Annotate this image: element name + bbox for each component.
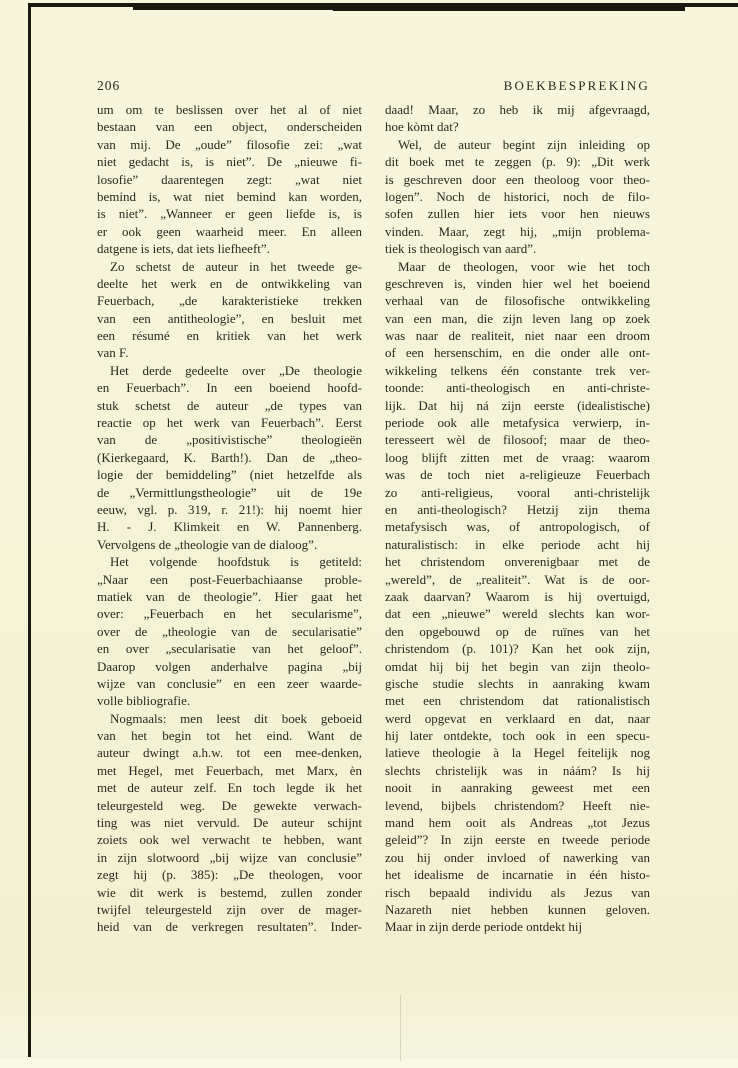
running-title: BOEKBESPREKING — [503, 78, 650, 93]
text-line: stuk schetst de auteur „de types van — [97, 397, 362, 413]
text-line: mand hem ooit als Andreas „tot Jezus — [385, 815, 650, 831]
text-line: logie der bemiddeling” (niet hetzelfde als — [97, 467, 362, 483]
text-line: het idealisme de incarnatie in één histo- — [385, 867, 650, 883]
text-line: Feuerbach, „de karakteristieke trekken — [97, 293, 362, 309]
text-columns — [97, 101, 650, 936]
text-line: niet gedacht is, is niet”. De „nieuwe fi- — [97, 154, 362, 170]
text-line: verhaal van de filosofische ontwikkeling — [385, 293, 650, 309]
scan-page-edge-bottom — [0, 1059, 738, 1068]
text-line: hoe kòmt dat? — [385, 119, 459, 135]
text-line: logen”. Noch de historici, noch de filo- — [385, 188, 650, 204]
text-line: van mij. De „oude” filosofie zei: „wat — [97, 136, 362, 152]
text-line: christendom (p. 101)? Kan het ook zijn, — [385, 641, 650, 657]
text-line: daad! Maar, zo heb ik mij afgevraagd, — [385, 102, 650, 117]
text-line: geleid”? In zijn eerste en tweede periode — [385, 832, 650, 848]
text-line: bemind is, wat niet bemind kan worden, — [97, 188, 362, 204]
text-line: er ook geen waarheid meer. En alleen — [97, 223, 362, 239]
page-number: 206 — [97, 78, 121, 93]
text-line: werd opgevat en verklaard en dat, naar — [385, 710, 650, 726]
text-line: lijk. Dat hij ná zijn eerste (idealistische) — [385, 397, 650, 413]
text-line: (Kierkegaard, K. Barth!). Dan de „theo- — [97, 449, 362, 465]
text-line: gische studie slechts in aanraking kwam — [385, 675, 650, 691]
text-line: naturalistisch: in elke periode acht hij — [385, 536, 650, 552]
text-line: toonde: anti-theologisch en anti-christe- — [385, 380, 650, 396]
text-line: over: „Feuerbach en het secularisme”, — [97, 606, 362, 622]
text-line: loog blijft zitten met de vraag: waarom — [385, 449, 650, 465]
text-line: zaak daarvan? Waarom is hij overtuigd, — [385, 588, 650, 604]
text-line: matiek van de theologie”. Hier gaat het — [97, 588, 362, 604]
text-line: twijfel teleurgesteld zijn over de mager- — [97, 901, 362, 917]
text-line: is geschreven door een theoloog voor theo- — [385, 171, 650, 187]
text-line: dit boek met te zeggen (p. 9): „Dit werk — [385, 154, 650, 170]
text-line: den opgebouwd op de ruïnes van het — [385, 623, 650, 639]
text-line: wie dit werk is bestemd, zullen zonder — [97, 884, 362, 900]
text-line: datgene is iets, dat iets liefheeft”. — [97, 241, 270, 257]
text-line: Het volgende hoofdstuk is getiteld: — [110, 554, 362, 570]
text-line: eeuw, vgl. p. 319, r. 21!): hij noemt hier — [97, 501, 362, 517]
text-line: omdat hij bij het begin van zijn theolo- — [385, 658, 650, 674]
text-line: van een man, die zijn leven lang op zoek — [385, 310, 650, 326]
text-line: en over „secularisatie van het geloof”. — [97, 641, 362, 657]
text-line: teleurgesteld weg. De gewekte verwach- — [97, 797, 362, 813]
text-line: „wereld”, de „realiteit”. Wat is de oor- — [385, 571, 650, 587]
page-header — [97, 78, 650, 94]
text-line: losofie” daarentegen zegt: „wat niet — [97, 171, 362, 187]
scan-edge-top-segment — [333, 5, 685, 11]
text-line: met een christendom dat rationalistisch — [385, 693, 650, 709]
text-line: de „Vermittlungstheologie” uit de 19e — [97, 484, 362, 500]
scan-edge-top-segment — [133, 3, 335, 10]
text-line: Zo schetst de auteur in het tweede ge- — [110, 258, 362, 274]
text-line: sofen zullen hier iets voor hen nieuws — [385, 206, 650, 222]
text-line: hij later ontdekte, toch ook in een specu- — [385, 728, 650, 744]
text-line: zou hij onder invloed of nawerking van — [385, 849, 650, 865]
text-line: in zijn slotwoord „bij wijze van conclusie” — [97, 849, 362, 865]
text-line: Vervolgens de „theologie van de dialoog”. — [97, 536, 318, 552]
text-line: is niet”. „Wanneer er geen liefde is, is — [97, 206, 362, 222]
text-line: dat een „nieuwe” wereld slechts kan wor- — [385, 606, 650, 622]
text-line: deelte het werk en de ontwikkeling van — [97, 275, 362, 291]
right-column — [385, 101, 650, 936]
text-line: reactie op het werk van Feuerbach”. Eerst — [97, 415, 362, 431]
text-line: Het derde gedeelte over „De theologie — [110, 362, 362, 378]
text-line: ting was niet vervuld. De auteur schijnt — [97, 815, 362, 831]
text-line: en Feuerbach”. In een boeiend hoofd- — [97, 380, 362, 396]
text-line: of een hersenschim, en die onder alle ont- — [385, 345, 650, 361]
text-line: levend, bijbels christendom? Heeft nie- — [385, 797, 650, 813]
text-line: risch bepaald individu als Jezus van — [385, 884, 650, 900]
text-line: Maar in zijn derde periode ontdekt hij — [385, 919, 583, 935]
text-line: tiek is theologisch van aard”. — [385, 241, 537, 257]
text-line: wijze van conclusie” en een zeer waarde- — [97, 675, 362, 691]
text-line: metafysisch was, of antropologisch, of — [385, 519, 650, 535]
text-line: vinden. Maar, zegt hij, „mijn problema- — [385, 223, 650, 239]
text-line: van de „positivistische” theologieën — [97, 432, 362, 448]
text-line: um om te beslissen over het al of niet — [97, 102, 362, 117]
text-line: zo anti-religieus, vooral anti-christelijk — [385, 484, 650, 500]
text-line: Daarop volgen anderhalve pagina „bij — [97, 658, 362, 674]
text-line: met Hegel, met Feuerbach, met Marx, èn — [97, 762, 362, 778]
text-line: zegt hij (p. 385): „De theologen, voor — [97, 867, 362, 883]
scan-edge-left — [28, 4, 31, 1057]
text-line: volle bibliografie. — [97, 693, 191, 709]
text-line: zoiets ook wel verwacht te hebben, want — [97, 832, 362, 848]
text-line: slechts christelijk was in náám? Is hij — [385, 762, 650, 778]
text-line: van F. — [97, 345, 129, 361]
text-line: bestaan van een object, onderscheiden — [97, 119, 362, 135]
text-line: H. - J. Klimkeit en W. Pannenberg. — [97, 519, 362, 535]
text-line: auteur dwingt a.h.w. tot een mee-denken, — [97, 745, 362, 761]
text-line: met de auteur zelf. En toch legde ik het — [97, 780, 362, 796]
text-line: Maar de theologen, voor wie het toch — [398, 258, 650, 274]
scan-crease — [400, 995, 401, 1061]
text-line: nooit in aanraking geweest met een — [385, 780, 650, 796]
text-line: „Naar een post-Feuerbachiaanse proble- — [97, 571, 362, 587]
text-line: teresseert wèl de filosoof; maar de theo- — [385, 432, 650, 448]
text-line: en anti-theologisch? Hetzij zijn thema — [385, 501, 650, 517]
text-line: van een antitheologie”, en besluit met — [97, 310, 362, 326]
text-line: een résumé en kritiek van het werk — [97, 328, 362, 344]
text-line: was naar de realiteit, niet naar een droom — [385, 328, 650, 344]
text-line: Nazareth niet hebben kunnen geloven. — [385, 901, 650, 917]
text-line: periode ook alle metafysica verwierp, in- — [385, 415, 650, 431]
text-line: latieve theologie à la Hegel feitelijk nog — [385, 745, 650, 761]
text-line: heid van de verkregen resultaten”. Inder- — [97, 919, 362, 935]
text-line: wikkeling telkens één constante trek ver- — [385, 362, 650, 378]
text-line: was de toch niet a-religieuze Feuerbach — [385, 467, 650, 483]
text-line: Nogmaals: men leest dit boek geboeid — [110, 710, 362, 726]
text-line: over de „theologie van de secularisatie” — [97, 623, 362, 639]
text-line: Wel, de auteur begint zijn inleiding op — [398, 136, 650, 152]
left-column — [97, 101, 362, 936]
text-line: het christendom onverenigbaar met de — [385, 554, 650, 570]
text-line: geschreven is, vinden hier wel het boeiend — [385, 275, 650, 291]
text-line: van het begin tot het eind. Want de — [97, 728, 362, 744]
